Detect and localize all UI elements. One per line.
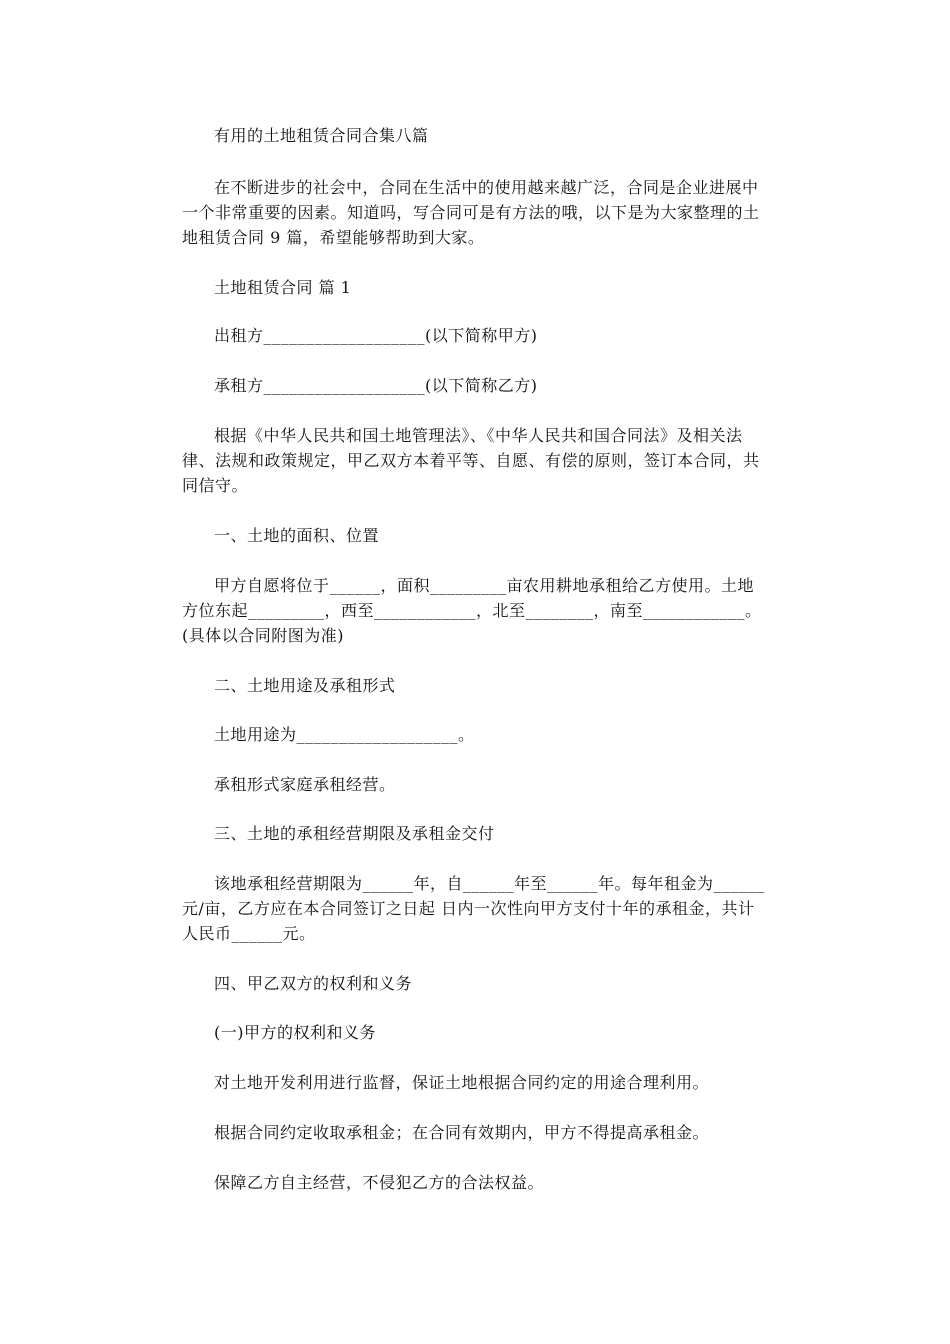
basis-line-2: 律、法规和政策规定，甲乙双方本着平等、自愿、有偿的原则，签订本合同，共 (182, 451, 760, 470)
intro-line-3: 地租赁合同 9 篇，希望能够帮助到大家。 (182, 228, 485, 247)
article4-title: 四、甲乙双方的权利和义务 (214, 974, 413, 993)
lessee-line: 承租方___________________(以下简称乙方) (214, 376, 538, 395)
article2-title: 二、土地用途及承租形式 (214, 676, 396, 695)
basis-line-1: 根据《中华人民共和国土地管理法》、《中华人民共和国合同法》及相关法 (214, 426, 743, 445)
basis-line-3: 同信守。 (182, 476, 249, 495)
article4-item: 保障乙方自主经营，不侵犯乙方的合法权益。 (214, 1173, 545, 1192)
article1-title: 一、土地的面积、位置 (214, 526, 380, 545)
article3-line-3: 人民币______元。 (182, 924, 316, 943)
document-title: 有用的土地租赁合同合集八篇 (214, 126, 429, 145)
article3-title: 三、土地的承租经营期限及承租金交付 (214, 824, 495, 843)
article4-item: 根据合同约定收取承租金；在合同有效期内，甲方不得提高承租金。 (214, 1123, 710, 1142)
lessor-line: 出租方___________________(以下简称甲方) (214, 326, 538, 345)
article1-line-2: 方位东起_________，西至____________，北至________，南至____________。 (182, 601, 762, 620)
article1-line-1: 甲方自愿将位于______，面积_________亩农用耕地承租给乙方使用。土地 (214, 576, 755, 595)
article4-item: 对土地开发利用进行监督，保证土地根据合同约定的用途合理利用。 (214, 1073, 710, 1092)
article3-line-1: 该地承租经营期限为______年，自______年至______年。每年租金为______ (214, 874, 765, 893)
article2-use: 土地用途为___________________。 (214, 725, 475, 744)
intro-line-1: 在不断进步的社会中，合同在生活中的使用越来越广泛，合同是企业进展中 (214, 178, 759, 197)
article3-line-2: 元/亩，乙方应在本合同签订之日起 日内一次性向甲方支付十年的承租金，共计 (182, 899, 755, 918)
article4-subheading: (一)甲方的权利和义务 (214, 1023, 376, 1042)
intro-line-2: 一个非常重要的因素。知道吗，写合同可是有方法的哦，以下是为大家整理的土 (182, 203, 760, 222)
article2-form: 承租形式家庭承租经营。 (214, 775, 396, 794)
section-heading: 土地租赁合同 篇 1 (214, 278, 352, 297)
article1-line-3: (具体以合同附图为准) (182, 626, 344, 645)
